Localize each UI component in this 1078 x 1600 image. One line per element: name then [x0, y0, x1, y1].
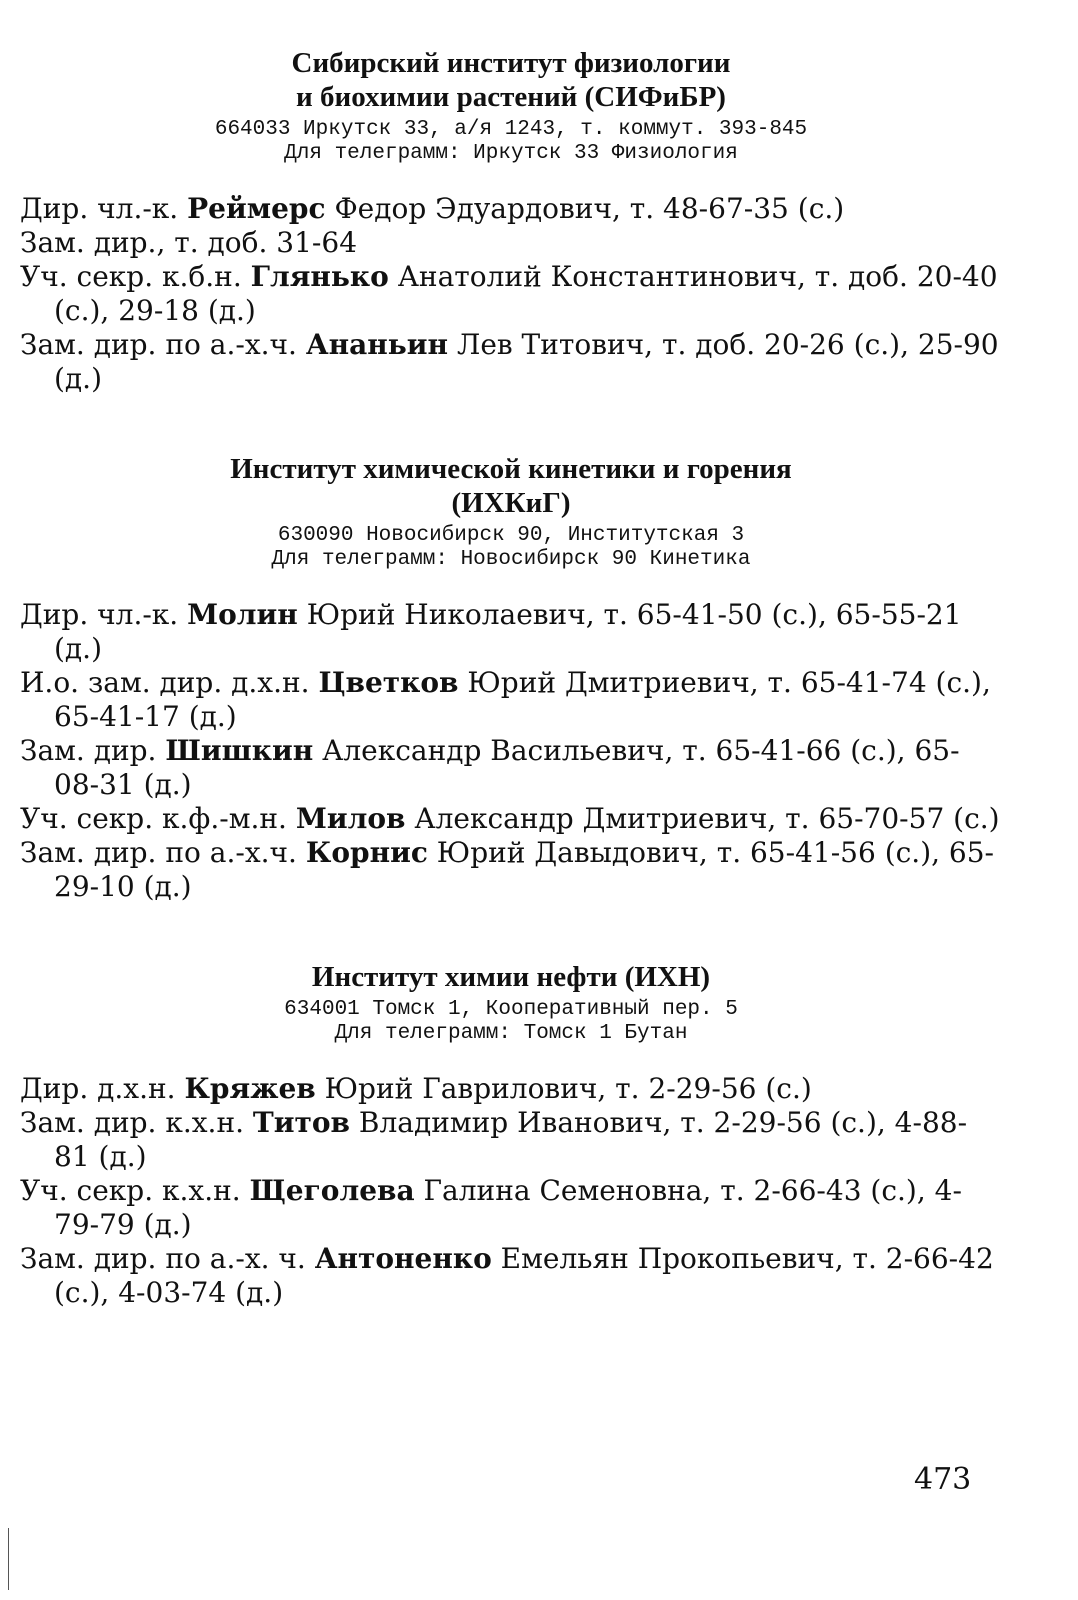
staff-surname: Милов: [295, 802, 406, 835]
institute-title: Сибирский институт физиологии: [291, 47, 731, 79]
staff-role: Дир. чл.-к.: [20, 192, 179, 225]
staff-entry: [20, 1174, 1002, 1242]
staff-entry: [20, 836, 1002, 904]
staff-details: Анатолий Константинович, т. доб. 20-40 (с.), 29-18 (д.): [54, 260, 998, 327]
staff-surname: Цветков: [318, 666, 459, 699]
staff-entry: [20, 802, 1002, 836]
staff-role: Зам. дир.: [20, 734, 157, 767]
staff-role: Зам. дир. по а.-х.ч.: [20, 328, 297, 361]
staff-entry: [20, 734, 1002, 802]
directory-page: [20, 46, 1002, 1366]
staff-entry: [20, 328, 1002, 396]
staff-role: Зам. дир., т. доб. 31-64: [20, 226, 358, 259]
institute-title: Институт химической кинетики и горения: [230, 453, 792, 485]
institute-address: 630090 Новосибирск 90, Институтская 3: [277, 524, 745, 547]
staff-surname: Корнис: [305, 836, 428, 869]
staff-details: Юрий Гаврилович, т. 2-29-56 (с.): [324, 1072, 812, 1105]
margin-mark: [8, 1528, 9, 1590]
staff-role: И.о. зам. дир. д.х.н.: [20, 666, 310, 699]
staff-entry: [20, 666, 1002, 734]
staff-entry: [20, 1242, 1002, 1310]
institute-section-sifibr: [20, 46, 1002, 396]
institute-section-ikhkig: [20, 452, 1002, 904]
institute-address: 634001 Томск 1, Кооперативный пер. 5: [284, 998, 738, 1021]
institute-telegram: Для телеграмм: Иркутск 33 Физиология: [284, 142, 738, 165]
staff-details: Юрий Дмитриевич, т. 65-41-74 (с.), 65-41-17 (д.): [54, 666, 991, 733]
staff-surname: Кряжев: [184, 1072, 316, 1105]
staff-role: Зам. дир. к.х.н.: [20, 1106, 244, 1139]
staff-details: Галина Семеновна, т. 2-66-43 (с.), 4-79-79 (д.): [54, 1174, 962, 1241]
institute-address: 664033 Иркутск 33, а/я 1243, т. коммут. 393-845: [214, 118, 808, 141]
staff-role: Дир. д.х.н.: [20, 1072, 176, 1105]
staff-role: Зам. дир. по а.-х.ч.: [20, 836, 297, 869]
institute-title: (ИХКиГ): [451, 487, 571, 519]
staff-entry: [20, 226, 1002, 260]
staff-entry: [20, 1106, 1002, 1174]
staff-details: Владимир Иванович, т. 2-29-56 (с.), 4-88-81 (д.): [54, 1106, 968, 1173]
staff-entry: [20, 598, 1002, 666]
page-number: 473: [914, 1462, 972, 1497]
staff-entry: [20, 260, 1002, 328]
staff-surname: Титов: [252, 1106, 350, 1139]
staff-details: Емельян Прокопьевич, т. 2-66-42 (с.), 4-03-74 (д.): [54, 1242, 994, 1309]
staff-role: Дир. чл.-к.: [20, 598, 179, 631]
staff-details: Лев Титович, т. доб. 20-26 (с.), 25-90 (д.): [54, 328, 999, 395]
staff-details: Александр Дмитриевич, т. 65-70-57 (с.): [414, 802, 1000, 835]
institute-section-ikhn: [20, 960, 1002, 1310]
staff-details: Федор Эдуардович, т. 48-67-35 (с.): [334, 192, 845, 225]
staff-list: [20, 1072, 1002, 1310]
staff-entry: [20, 1072, 1002, 1106]
staff-surname: Молин: [187, 598, 298, 631]
staff-details: Юрий Николаевич, т. 65-41-50 (с.), 65-55-21 (д.): [54, 598, 962, 665]
staff-details: Юрий Давыдович, т. 65-41-56 (с.), 65-29-10 (д.): [54, 836, 995, 903]
institute-title: Институт химии нефти (ИХН): [311, 961, 711, 993]
staff-role: Уч. секр. к.ф.-м.н.: [20, 802, 287, 835]
staff-surname: Реймерс: [187, 192, 326, 225]
staff-role: Уч. секр. к.б.н.: [20, 260, 242, 293]
staff-details: Александр Васильевич, т. 65-41-66 (с.), 65-08-31 (д.): [54, 734, 960, 801]
staff-surname: Шишкин: [165, 734, 314, 767]
institute-title: и биохимии растений (СИФиБР): [296, 81, 726, 113]
staff-list: [20, 598, 1002, 904]
institute-telegram: Для телеграмм: Новосибирск 90 Кинетика: [271, 548, 751, 571]
staff-list: [20, 192, 1002, 396]
staff-entry: [20, 192, 1002, 226]
staff-surname: Глянько: [250, 260, 389, 293]
institute-telegram: Для телеграмм: Томск 1 Бутан: [334, 1022, 688, 1045]
staff-role: Зам. дир. по а.-х. ч.: [20, 1242, 306, 1275]
staff-surname: Щеголева: [249, 1174, 415, 1207]
staff-role: Уч. секр. к.х.н.: [20, 1174, 241, 1207]
staff-surname: Антоненко: [314, 1242, 492, 1275]
staff-surname: Ананьин: [305, 328, 449, 361]
